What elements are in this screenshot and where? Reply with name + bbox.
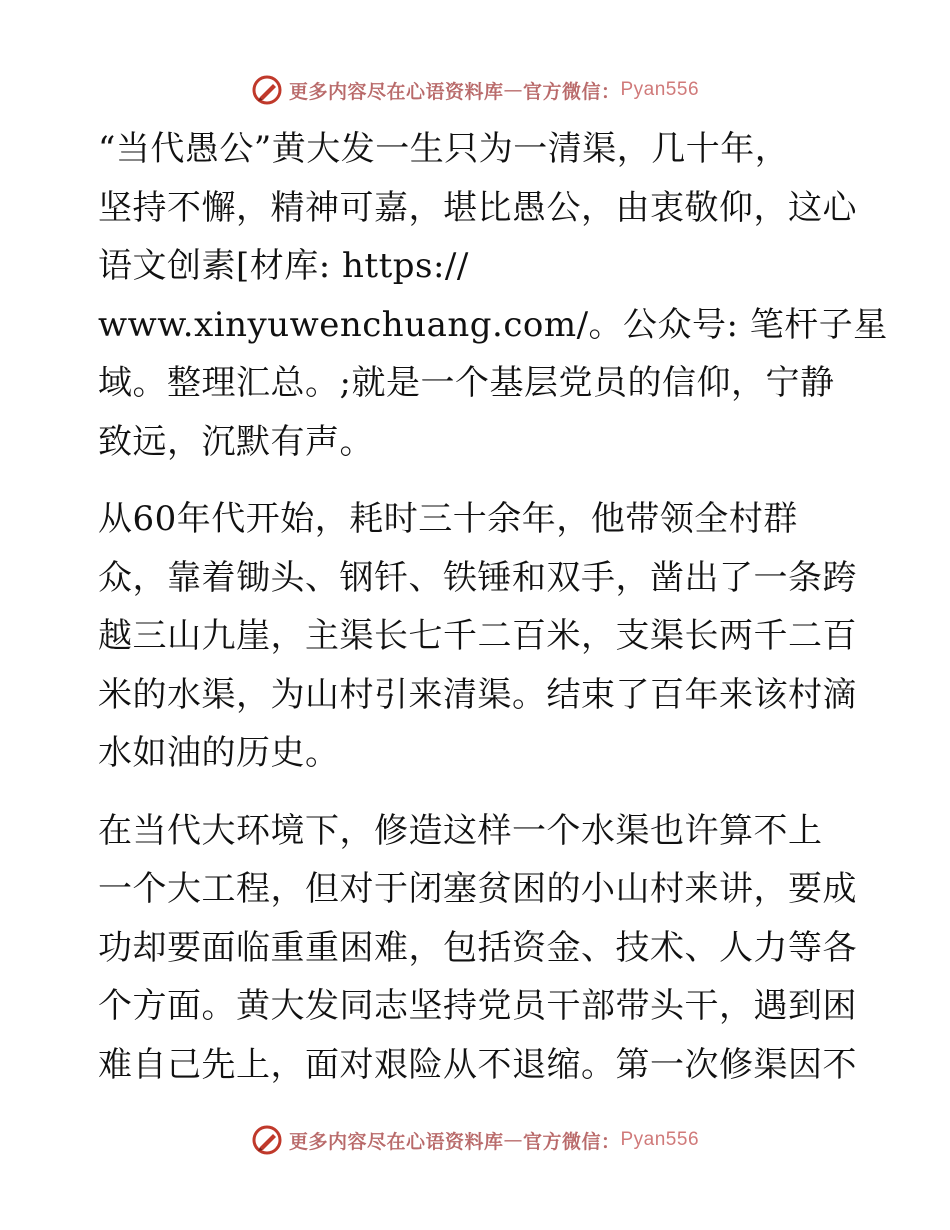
banner-separator: — <box>503 79 523 101</box>
banner-label: 官方微信： <box>522 1130 621 1153</box>
text-line: 个方面。黄大发同志坚持党员干部带头干，遇到困 <box>98 986 857 1026</box>
text-line: 在当代大环境下，修造这样一个水渠也许算不上 <box>98 810 823 851</box>
text-line: 米的水渠，为山村引来清渠。结束了百年来该村滴 <box>98 674 857 715</box>
paragraph-2 <box>98 490 858 783</box>
text-line: 众，靠着锄头、钢钎、铁锤和双手，凿出了一条跨 <box>98 557 857 598</box>
banner-wechat-id: Pyan556 <box>620 79 700 100</box>
text-line: 越三山九崖，主渠长七千二百米，支渠长两千二百 <box>98 616 857 656</box>
text-line: 水如油的历史。 <box>98 733 340 773</box>
text-line: “当代愚公”黄大发一生只为一清渠，几十年， <box>98 129 790 169</box>
pen-logo-icon <box>251 1124 283 1156</box>
text-line: 功却要面临重重困难，包括资金、技术、人力等各 <box>98 927 857 968</box>
text-line: 从60年代开始，耗时三十余年，他带领全村群 <box>98 499 798 539</box>
banner-wechat-id: Pyan556 <box>620 1129 700 1150</box>
text-line: 致远，沉默有声。 <box>98 421 374 462</box>
paragraph-3 <box>98 802 858 1095</box>
text-line: 一个大工程，但对于闭塞贫困的小山村来讲，要成 <box>98 869 857 909</box>
banner-separator: — <box>503 1129 523 1151</box>
text-line: 域。整理汇总。;就是一个基层党员的信仰，宁静 <box>98 363 835 403</box>
text-line: 坚持不懈，精神可嘉，堪比愚公，由衷敬仰，这心 <box>98 187 857 228</box>
header-watermark-banner <box>0 70 950 110</box>
pen-logo-icon <box>251 74 283 106</box>
text-line: 难自己先上，面对艰险从不退缩。第一次修渠因不 <box>98 1044 857 1085</box>
banner-label: 官方微信： <box>522 80 621 103</box>
text-line: www.xinyuwenchuang.com/。公众号: 笔杆子星 <box>98 304 888 345</box>
banner-title: 更多内容尽在心语资料库 <box>288 80 504 103</box>
text-line: 语文创素[材库: https:// <box>98 246 469 286</box>
footer-watermark-banner <box>0 1120 950 1160</box>
document-body <box>98 120 888 1094</box>
banner-title: 更多内容尽在心语资料库 <box>288 1130 504 1153</box>
paragraph-1 <box>98 120 888 471</box>
